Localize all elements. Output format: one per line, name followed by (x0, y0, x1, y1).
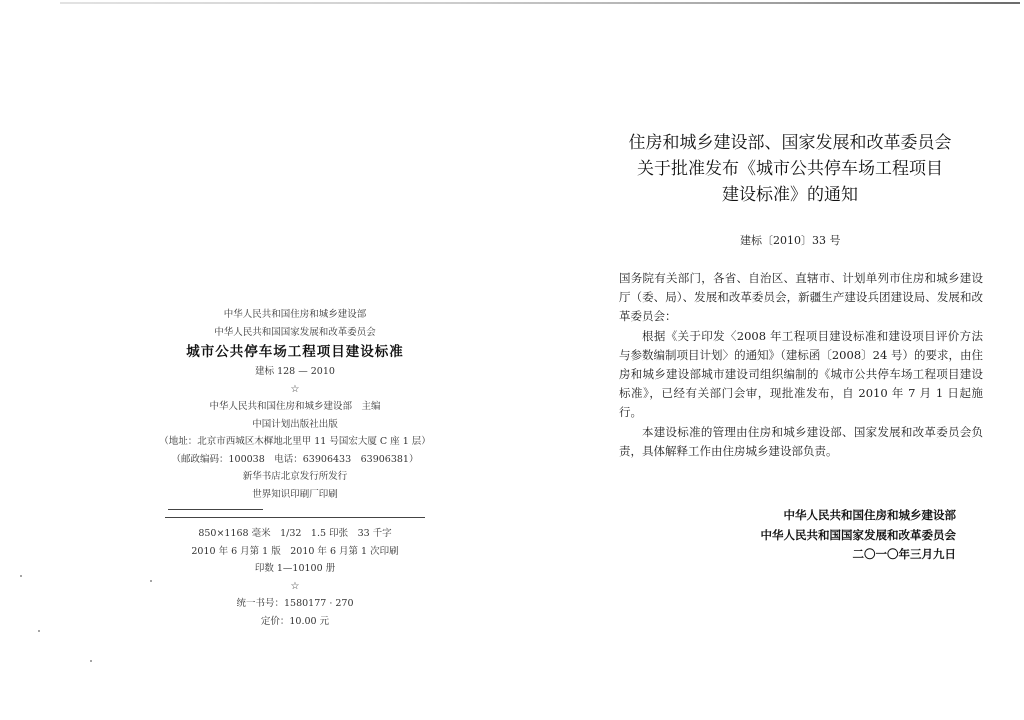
signature-block (720, 506, 956, 565)
isbn-line: 统一书号：1580177 · 270 (236, 598, 354, 609)
colophon-block (150, 306, 440, 630)
body-paragraph: 根据《关于印发〈2008 年工程项目建设标准和建设项目评价方法与参数编制项目计划〉的通知》（建标函〔2008〕24 号）的要求，由住房和城乡建设部城市建设司组织编制的《城市公共停车场工程项目建设标准》，已经有关部门会审，现批准发布，自 2010 年 7 月 1 日起施行。 (619, 328, 983, 420)
salutation-paragraph: 国务院有关部门，各省、自治区、直辖市、计划单列市住房和城乡建设厅（委、局）、发展和改革委员会，新疆生产建设兵团建设局、发展和改革委员会： (619, 271, 983, 324)
star-ornament-icon: ☆ (290, 580, 300, 592)
book-title: 城市公共停车场工程项目建设标准 (186, 344, 404, 360)
star-ornament-icon: ☆ (290, 383, 300, 395)
document-number: 建标〔2010〕33 号 (740, 234, 841, 247)
notice-title-line: 住房和城乡建设部、国家发展和改革委员会 (628, 133, 952, 153)
address-line: （地址：北京市西城区木樨地北里甲 11 号国宏大厦 C 座 1 层） (159, 436, 431, 447)
notice-title-line: 关于批准发布《城市公共停车场工程项目 (637, 159, 943, 179)
issue-date: 二〇一〇年三月九日 (852, 547, 956, 561)
standard-number: 建标 128 — 2010 (255, 366, 335, 377)
body-paragraph: 本建设标准的管理由住房和城乡建设部、国家发展和改革委员会负责，具体解释工作由住房城乡建设部负责。 (619, 424, 983, 458)
price-line: 定价：10.00 元 (260, 615, 330, 627)
notice-title-line: 建设标准》的通知 (722, 185, 858, 205)
notice-body (619, 269, 983, 461)
signatory: 中华人民共和国住房和城乡建设部 (783, 508, 956, 522)
print-run-line: 印数 1—10100 册 (254, 563, 336, 574)
divider (168, 509, 263, 510)
editor-line: 中华人民共和国住房和城乡建设部 主编 (209, 401, 381, 412)
publisher-line: 中华人民共和国国家发展和改革委员会 (214, 326, 376, 338)
edition-line: 2010 年 6 月第 1 版 2010 年 6 月第 1 次印刷 (191, 545, 399, 557)
format-line: 850×1168 毫米 1/32 1.5 印张 33 千字 (198, 528, 392, 539)
scan-speck (90, 660, 92, 662)
divider (165, 517, 425, 518)
press-line: 中国计划出版社出版 (252, 418, 338, 430)
distributor-line: 新华书店北京发行所发行 (242, 471, 348, 482)
scan-speck (20, 575, 22, 577)
contact-line: （邮政编码：100038 电话：63906433 63906381） (171, 453, 419, 465)
signatory: 中华人民共和国国家发展和改革委员会 (760, 527, 956, 542)
scan-speck (38, 630, 40, 632)
publisher-line: 中华人民共和国住房和城乡建设部 (223, 309, 367, 320)
printer-line: 世界知识印刷厂印刷 (252, 488, 338, 500)
notice-title (590, 130, 990, 208)
scan-edge-artifact (60, 2, 1020, 4)
